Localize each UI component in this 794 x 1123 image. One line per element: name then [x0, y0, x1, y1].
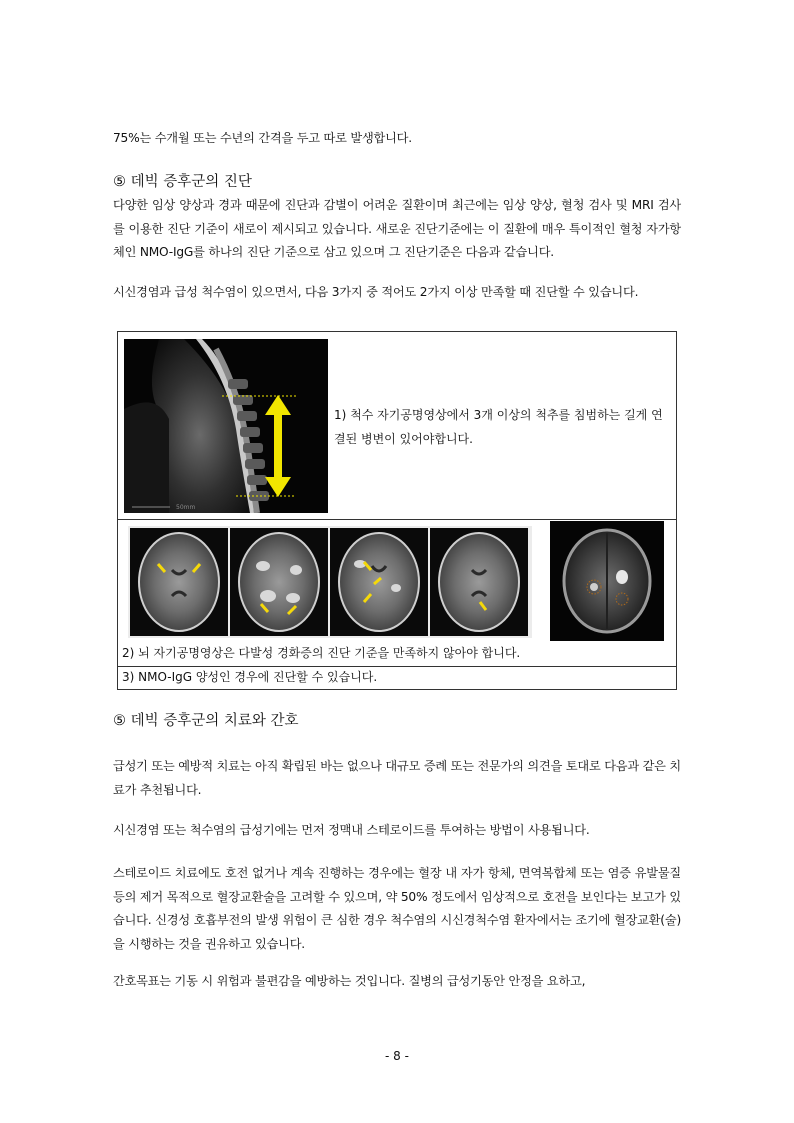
- paragraph-treatment-2: 시신경염 또는 척수염의 급성기에는 먼저 정맥내 스테로이드를 투여하는 방법이 사용됩니다.: [113, 823, 590, 837]
- paragraph-intro: 75%는 수개월 또는 수년의 간격을 두고 따로 발생합니다.: [113, 131, 412, 145]
- scale-bar-label: 50mm: [176, 504, 196, 511]
- brain-mri-series-image: [128, 526, 532, 638]
- section-heading-diagnosis: ⑤ 데빅 증후군의 진단: [113, 174, 252, 190]
- paragraph-diagnosis-2: 시신경염과 급성 척수염이 있으면서, 다음 3가지 중 적어도 2가지 이상 만족할 때 진단할 수 있습니다.: [113, 285, 639, 299]
- paragraph-treatment-3: 스테로이드 치료에도 호전 없거나 계속 진행하는 경우에는 혈장 내 자가 항체, 면역복합체 또는 염증 유발물질 등의 제거 목적으로 혈장교환술을 고려할 수 있으며, 약 50% 정도에서 임상적으로 호전을 보인다는 보고가 있습니다. 신경성 호흡부전의 발생 위험이 큰 심한 경우 척수염의 시신경척수염 환자에서는 조기에 혈장교환(술)을 시행하는 것을 권유하고 있습니다.: [113, 866, 681, 951]
- criteria-row-1: [118, 332, 676, 520]
- paragraph-diagnosis-1: 다양한 임상 양상과 경과 때문에 진단과 감별이 어려운 질환이며 최근에는 임상 양상, 혈청 검사 및 MRI 검사를 이용한 진단 기준이 새로이 제시되고 있습니다. 새로운 진단기준에는 이 질환에 매우 특이적인 혈청 자가항체인 NMO-IgG를 하나의 진단 기준으로 삼고 있으며 그 진단기준은 다음과 같습니다.: [113, 198, 681, 259]
- spine-mri-image: [124, 339, 328, 513]
- page-number: - 8 -: [385, 1049, 409, 1063]
- criterion-1-text: 1) 척수 자기공명영상에서 3개 이상의 척추를 침범하는 길게 연결된 병변이 있어야합니다.: [334, 408, 663, 446]
- paragraph-nursing-goal: 간호목표는 기동 시 위험과 불편감을 예방하는 것입니다. 질병의 급성기동안 안정을 요하고,: [113, 974, 586, 988]
- criteria-row-2: [118, 519, 676, 667]
- criterion-2-text: 2) 뇌 자기공명영상은 다발성 경화증의 진단 기준을 만족하지 않아야 합니다.: [122, 646, 521, 660]
- section-heading-treatment: ⑤ 데빅 증후군의 치료와 간호: [113, 713, 299, 729]
- paragraph-treatment-1: 급성기 또는 예방적 치료는 아직 확립된 바는 없으나 대규모 증례 또는 전문가의 의견을 토대로 다음과 같은 치료가 추천됩니다.: [113, 759, 682, 797]
- diagnostic-criteria-table: [117, 331, 677, 690]
- criterion-3-text: 3) NMO-IgG 양성인 경우에 진단할 수 있습니다.: [122, 670, 378, 684]
- criteria-row-3: [118, 666, 676, 689]
- brain-mri-axial-image: [550, 521, 664, 641]
